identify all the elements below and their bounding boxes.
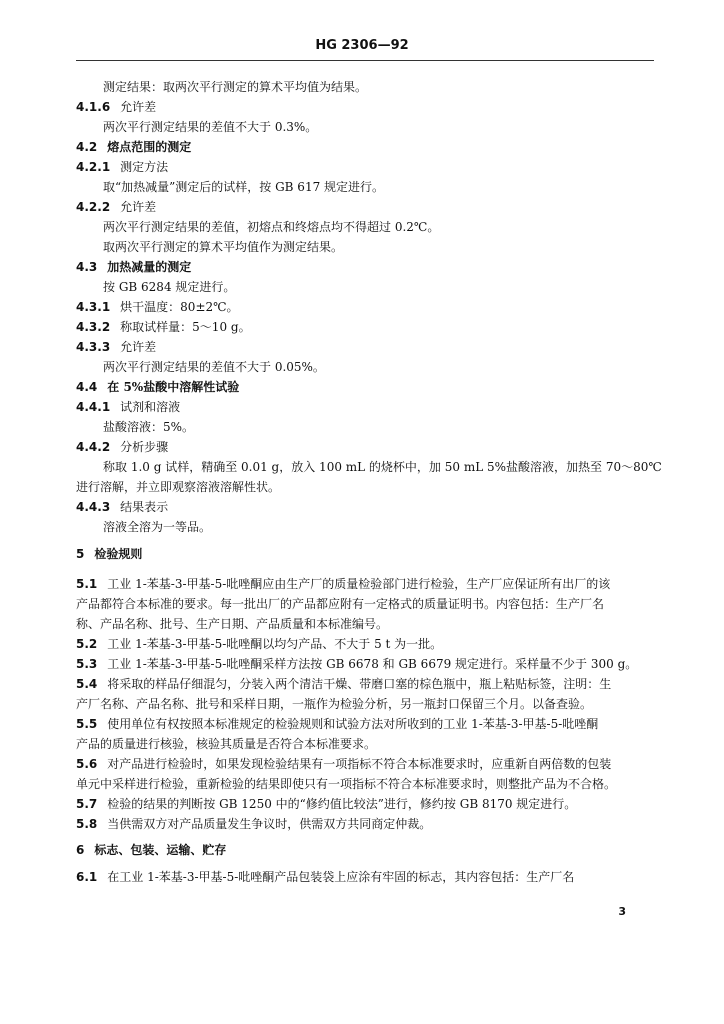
body-line: 两次平行测定结果的差值不大于 0.05%。 bbox=[103, 360, 325, 374]
body-line: 两次平行测定结果的差值，初熔点和终熔点均不得超过 0.2℃。 bbox=[103, 220, 440, 234]
clause-line: 5.2 工业 1-苯基-3-甲基-5-吡唑酮以均匀产品、不大于 5 t 为一批。 bbox=[76, 637, 443, 651]
chapter-heading: 6 标志、包装、运输、贮存 bbox=[76, 843, 227, 857]
body-line: 取“加热减量”测定后的试样，按 GB 617 规定进行。 bbox=[103, 180, 385, 194]
body-line: 产厂名称、产品名称、批号和采样日期，一瓶作为检验分析，另一瓶封口保留三个月。以备查验。 bbox=[76, 697, 593, 711]
body-line: 取两次平行测定的算术平均值作为测定结果。 bbox=[103, 240, 344, 254]
clause-line: 5.4 将采取的样品仔细混匀，分装入两个清洁干燥、带磨口塞的棕色瓶中，瓶上粘贴标签，注明：生 bbox=[76, 677, 612, 691]
section-heading: 4.3.1 烘干温度：80±2℃。 bbox=[76, 300, 239, 314]
page-number: 3 bbox=[618, 905, 626, 918]
clause-line: 5.5 使用单位有权按照本标准规定的检验规则和试验方法对所收到的工业 1-苯基-3-甲基-5-吡唑酮 bbox=[76, 717, 599, 731]
standard-code-header: HG 2306—92 bbox=[315, 38, 409, 53]
section-heading: 4.2.2 允许差 bbox=[76, 200, 157, 214]
body-line: 测定结果：取两次平行测定的算术平均值为结果。 bbox=[103, 80, 368, 94]
clause-line: 6.1 在工业 1-苯基-3-甲基-5-吡唑酮产品包装袋上应涂有牢固的标志，其内容包括：生产厂名 bbox=[76, 870, 575, 884]
body-line: 称取 1.0 g 试样，精确至 0.01 g，放入 100 mL 的烧杯中，加 50 mL 5%盐酸溶液，加热至 70～80℃ bbox=[103, 460, 662, 474]
body-line: 两次平行测定结果的差值不大于 0.3%。 bbox=[103, 120, 318, 134]
body-line: 产品都符合本标准的要求。每一批出厂的产品都应附有一定格式的质量证明书。内容包括：生产厂名 bbox=[76, 597, 605, 611]
section-heading: 4.1.6 允许差 bbox=[76, 100, 157, 114]
section-heading: 4.3.3 允许差 bbox=[76, 340, 157, 354]
section-heading: 4.4 在 5%盐酸中溶解性试验 bbox=[76, 380, 240, 394]
clause-line: 5.3 工业 1-苯基-3-甲基-5-吡唑酮采样方法按 GB 6678 和 GB 6679 规定进行。采样量不少于 300 g。 bbox=[76, 657, 638, 671]
section-heading: 4.4.1 试剂和溶液 bbox=[76, 400, 181, 414]
clause-line: 5.6 对产品进行检验时，如果发现检验结果有一项指标不符合本标准要求时，应重新自两倍数的包装 bbox=[76, 757, 612, 771]
section-heading: 4.2 熔点范围的测定 bbox=[76, 140, 192, 154]
section-heading: 4.3.2 称取试样量：5～10 g。 bbox=[76, 320, 251, 334]
body-line: 进行溶解，并立即观察溶液溶解性状。 bbox=[76, 480, 281, 494]
clause-line: 5.8 当供需双方对产品质量发生争议时，供需双方共同商定仲裁。 bbox=[76, 817, 432, 831]
section-heading: 4.4.3 结果表示 bbox=[76, 500, 169, 514]
clause-line: 5.1 工业 1-苯基-3-甲基-5-吡唑酮应由生产厂的质量检验部门进行检验，生产厂应保证所有出厂的该 bbox=[76, 577, 611, 591]
body-line: 产品的质量进行核验，核验其质量是否符合本标准要求。 bbox=[76, 737, 377, 751]
section-heading: 4.4.2 分析步骤 bbox=[76, 440, 169, 454]
body-line: 溶液全溶为一等品。 bbox=[103, 520, 212, 534]
clause-line: 5.7 检验的结果的判断按 GB 1250 中的“修约值比较法”进行，修约按 GB 8170 规定进行。 bbox=[76, 797, 577, 811]
body-line: 称、产品名称、批号、生产日期、产品质量和本标准编号。 bbox=[76, 617, 389, 631]
body-line: 按 GB 6284 规定进行。 bbox=[103, 280, 236, 294]
section-heading: 4.2.1 测定方法 bbox=[76, 160, 169, 174]
body-line: 盐酸溶液：5%。 bbox=[103, 420, 195, 434]
section-heading: 4.3 加热减量的测定 bbox=[76, 260, 192, 274]
chapter-heading: 5 检验规则 bbox=[76, 547, 143, 561]
header-rule bbox=[76, 60, 654, 61]
body-line: 单元中采样进行检验，重新检验的结果即使只有一项指标不符合本标准要求时，则整批产品为不合格。 bbox=[76, 777, 617, 791]
